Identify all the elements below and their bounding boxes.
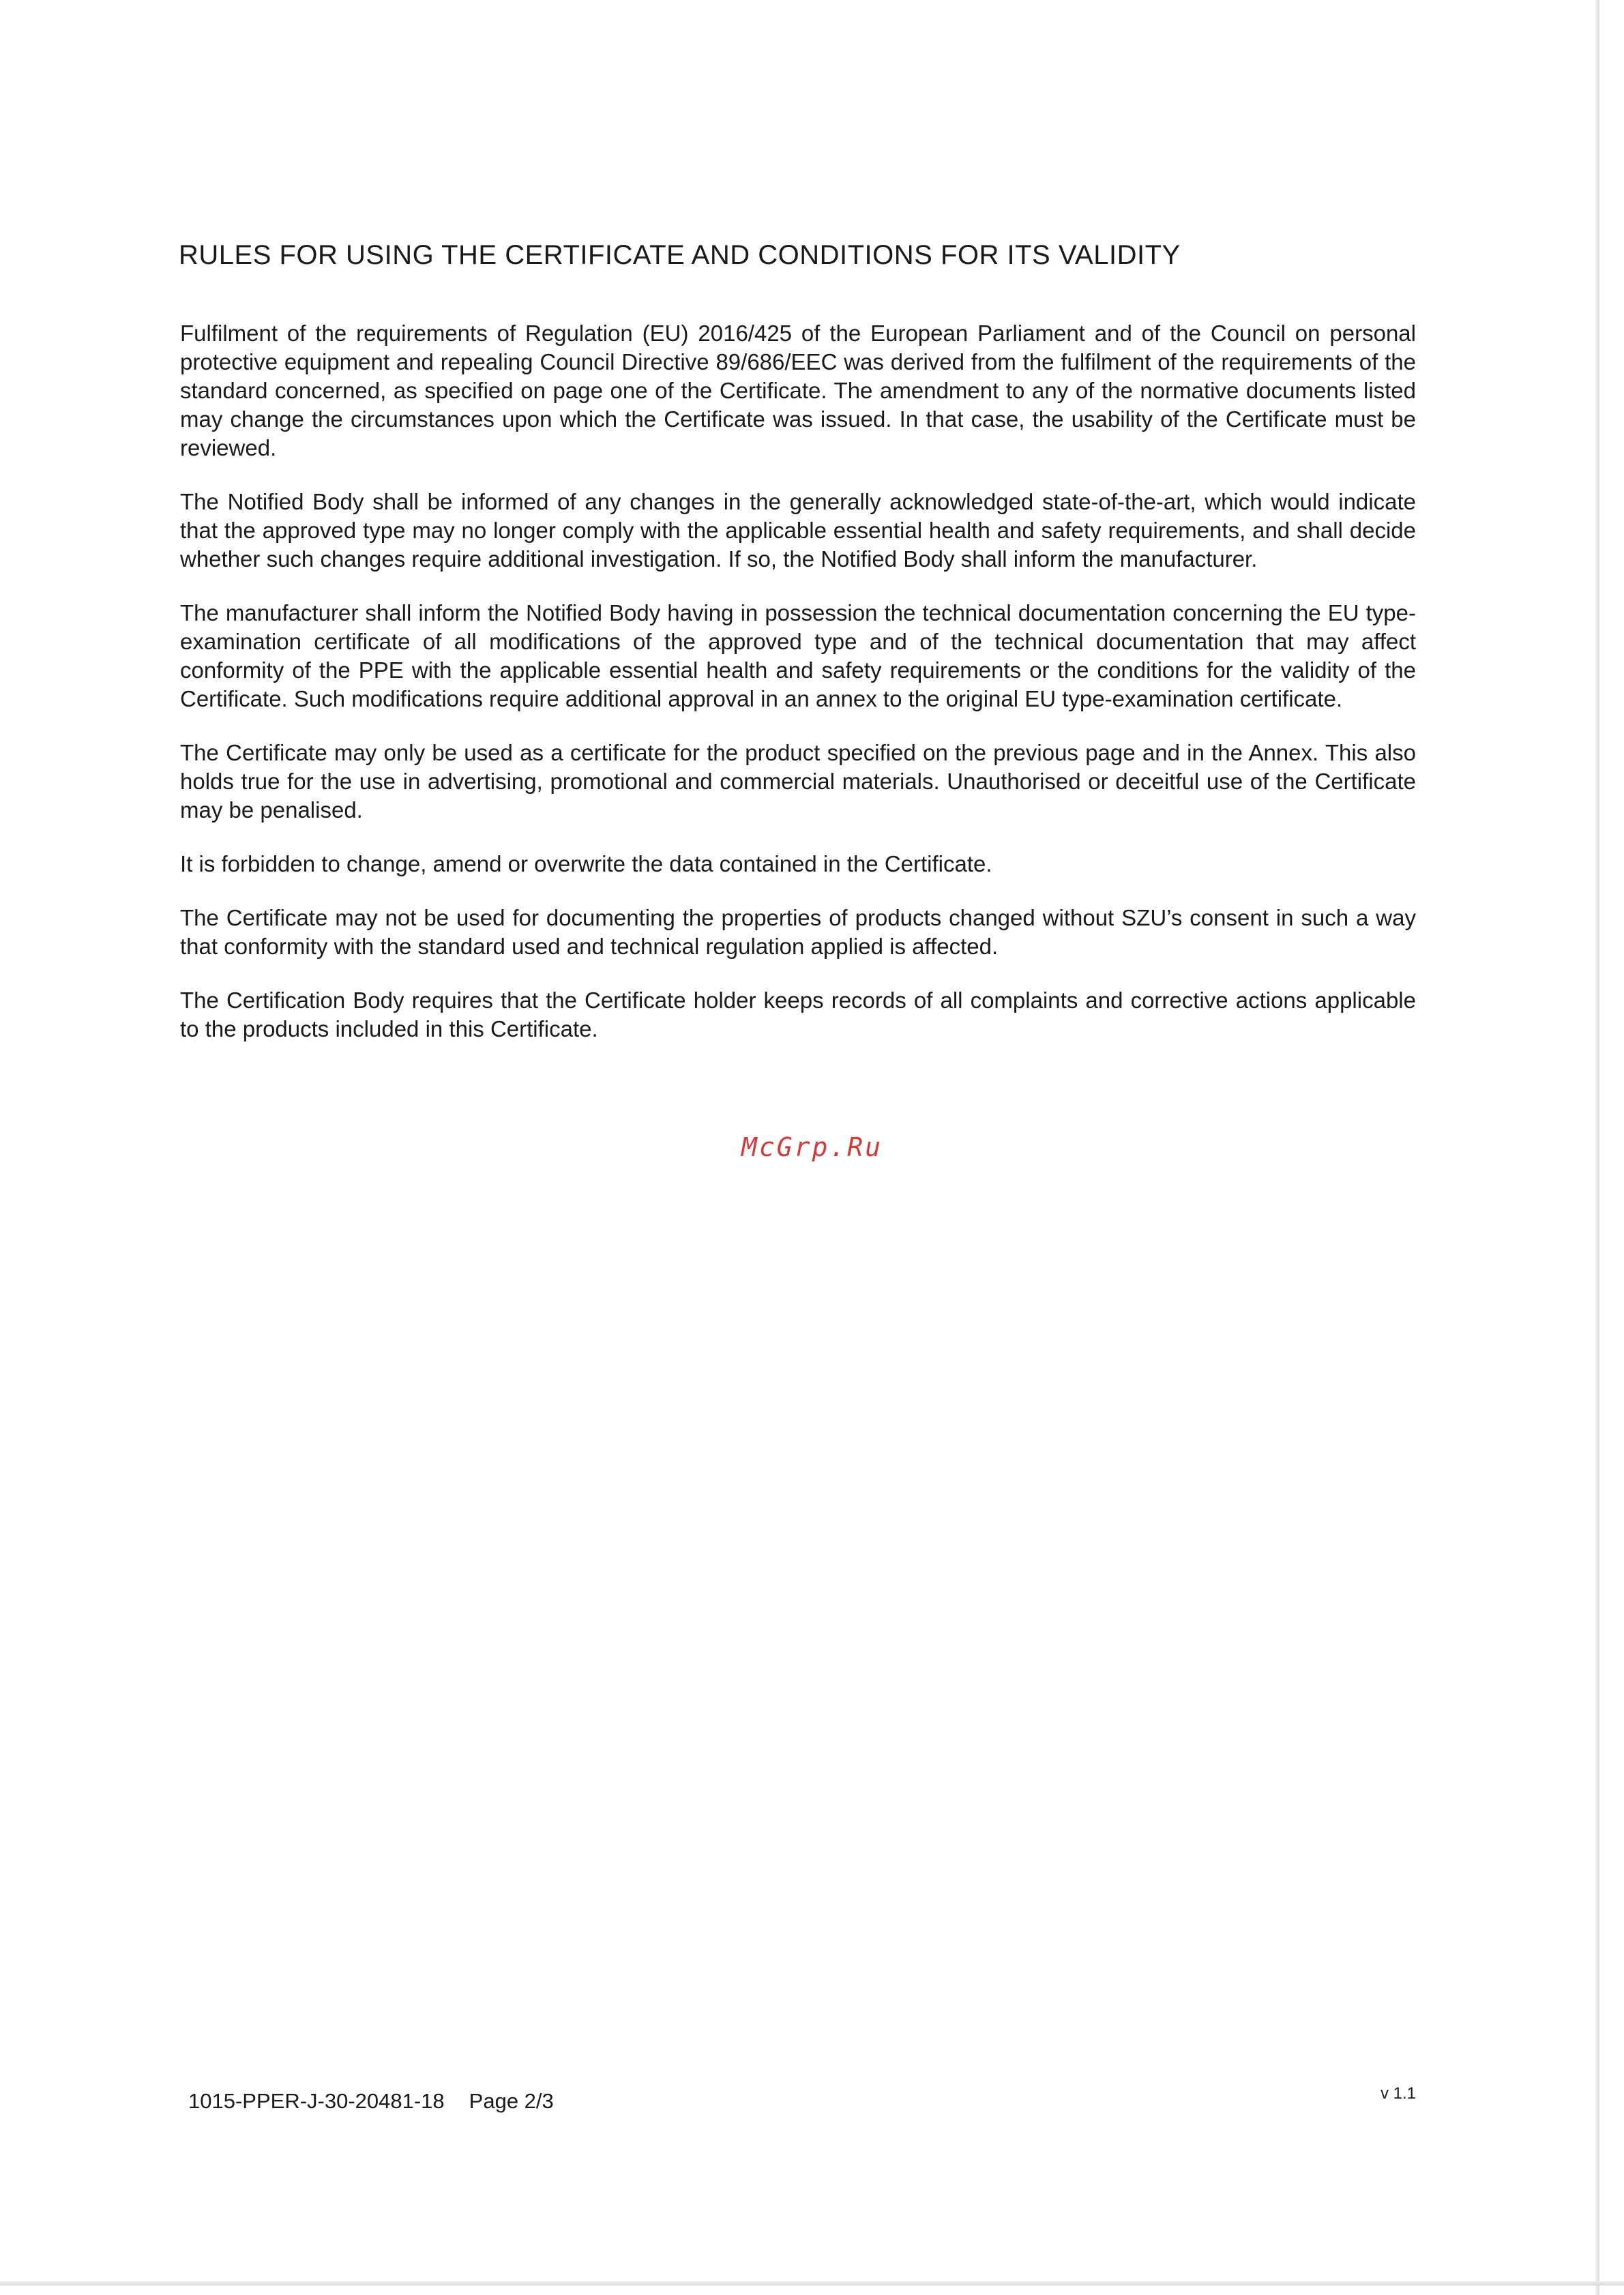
paragraph-forbidden-changes: It is forbidden to change, amend or overwrite the data contained in the Certificate. [180,851,992,876]
page-number: Page 2/3 [469,2089,554,2113]
paragraph-regulation-fulfilment: Fulfilment of the requirements of Regulation (EU) 2016/425 of the European Parliament and of the Council on personal protective equipment and repealing Council Directive 89/686/EEC was derived from the fulfilment of the requirements of the standard concerned, as specified on page one of the Certificate. The amendment to any of the normative documents listed may change the circumstances upon which the Certificate was issued. In that case, the usability of the Certificate must be reviewed. [180,321,1416,460]
version-label: v 1.1 [1381,2084,1417,2103]
page-edge-bottom [0,2281,1624,2285]
paragraph-certificate-usage: The Certificate may only be used as a certificate for the product specified on the previous page and in the Annex. This also holds true for the use in advertising, promotional and commercial materials. Unauthorised or deceitful use of the Certificate may be penalised. [180,740,1416,823]
certificate-number: 1015-PPER-J-30-20481-18 [188,2089,445,2113]
document-heading: RULES FOR USING THE CERTIFICATE AND CONDITIONS FOR ITS VALIDITY [179,240,1181,270]
paragraph-complaint-records: The Certification Body requires that the Certificate holder keeps records of all complaints and corrective actions applicable to the products included in this Certificate. [180,988,1416,1041]
paragraph-state-of-the-art: The Notified Body shall be informed of any changes in the generally acknowledged state-of-the-art, which would indicate that the approved type may no longer comply with the applicable essential health and safety requirements, and shall decide whether such changes require additional investigation. If so, the Notified Body shall inform the manufacturer. [180,489,1416,572]
paragraph-manufacturer-modifications: The manufacturer shall inform the Notified Body having in possession the technical documentation concerning the EU type-examination certificate of all modifications of the approved type and of the technical documentation that may affect conformity of the PPE with the applicable essential health and safety requirements or the conditions for the validity of the Certificate. Such modifications require additional approval in an annex to the original EU type-examination certificate. [180,600,1416,711]
paragraph-changed-products: The Certificate may not be used for documenting the properties of products changed without SZU’s consent in such a way that conformity with the standard used and technical regulation applied is affected. [180,905,1416,959]
document-body [180,319,1416,1069]
watermark-link[interactable]: McGrp.Ru [741,1132,883,1162]
footer-reference [188,2089,554,2114]
